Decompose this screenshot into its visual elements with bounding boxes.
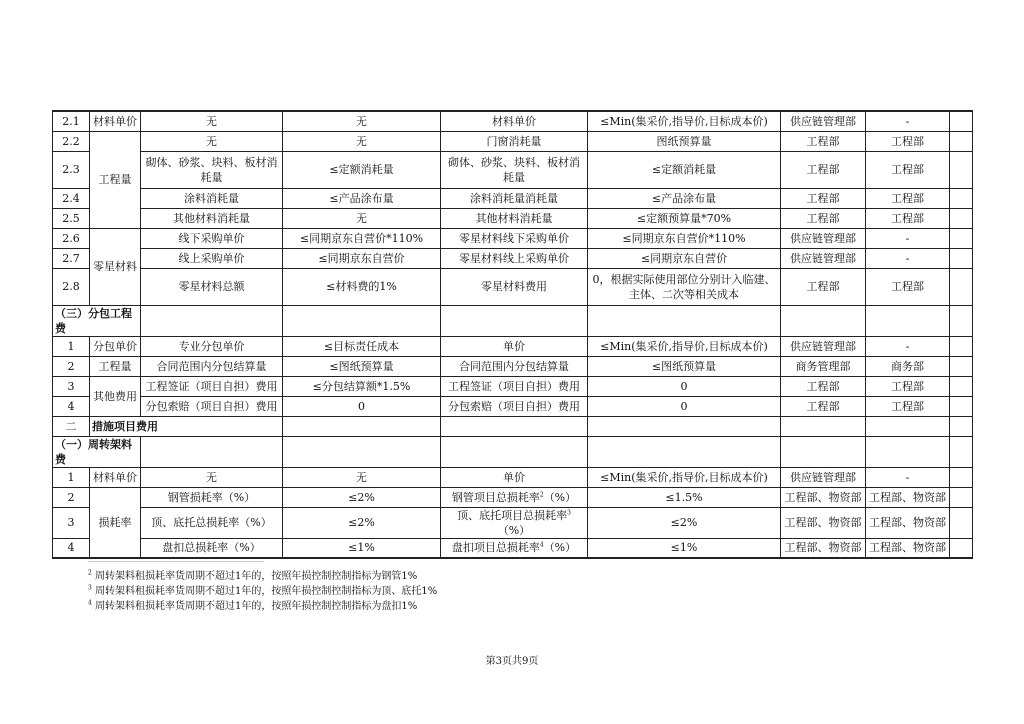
blank-cell <box>950 507 973 538</box>
cell: ≤同期京东自营价*110% <box>283 228 441 248</box>
cell: ≤2% <box>283 487 441 507</box>
cell: 专业分包单价 <box>141 336 283 356</box>
blank-cell <box>141 305 283 336</box>
cell: ≤2% <box>283 507 441 538</box>
table-row <box>53 507 973 538</box>
cell: 无 <box>283 131 441 151</box>
cell-text: 钢管项目总损耗率 <box>451 490 540 504</box>
blank-cell <box>283 416 441 436</box>
blank-cell <box>950 376 973 396</box>
cell: 涂料消耗量消耗量 <box>441 188 588 208</box>
cell: ≤产品涂布量 <box>588 188 781 208</box>
footnote <box>88 600 417 613</box>
cell: 门窗消耗量 <box>441 131 588 151</box>
blank-cell <box>950 467 973 487</box>
cell: ≤定额消耗量 <box>283 151 441 188</box>
cell: 工程部 <box>781 131 866 151</box>
cell: 0 <box>283 396 441 416</box>
cell: 涂料消耗量 <box>141 188 283 208</box>
footnote-mark: 4 <box>88 599 92 607</box>
cell: 零星材料线上采购单价 <box>441 248 588 268</box>
table-row <box>53 396 973 416</box>
section-row <box>53 416 973 436</box>
row-number: 2 <box>53 487 90 507</box>
cost-control-table <box>52 110 973 559</box>
category-cell: 材料单价 <box>90 111 141 131</box>
cell: 工程部 <box>866 208 950 228</box>
cell: 工程部 <box>781 151 866 188</box>
cell: ≤Min(集采价,指导价,目标成本价) <box>588 467 781 487</box>
table-row <box>53 268 973 305</box>
cell: ≤2% <box>588 507 781 538</box>
blank-cell <box>950 111 973 131</box>
category-cell: 分包单价 <box>90 336 141 356</box>
cell: ≤同期京东自营价 <box>283 248 441 268</box>
cell: 工程部、物资部 <box>866 507 950 538</box>
blank-cell <box>950 208 973 228</box>
cell: 零星材料费用 <box>441 268 588 305</box>
cell: 0 <box>588 376 781 396</box>
category-cell: 其他费用 <box>90 376 141 416</box>
row-number: 2.8 <box>53 268 90 305</box>
cell: 工程部 <box>781 188 866 208</box>
blank-cell <box>950 228 973 248</box>
cell: 无 <box>141 111 283 131</box>
blank-cell <box>283 305 441 336</box>
cell: 工程部 <box>781 268 866 305</box>
row-number: 2.5 <box>53 208 90 228</box>
cell: ≤1% <box>283 538 441 558</box>
footnote-text: 周转架料租损耗率货周期不超过1年的，按照年损控制控制指标为顶、底托1% <box>95 586 438 597</box>
row-number: 2.7 <box>53 248 90 268</box>
cell: - <box>866 467 950 487</box>
category-cell: 工程量 <box>90 131 141 228</box>
blank-cell <box>588 436 781 467</box>
table-row <box>53 111 973 131</box>
cell: 供应链管理部 <box>781 111 866 131</box>
footnote <box>88 585 437 598</box>
cell: 合同范围内分包结算量 <box>141 356 283 376</box>
cell: - <box>866 336 950 356</box>
cell: 无 <box>283 111 441 131</box>
blank-cell <box>950 356 973 376</box>
blank-cell <box>950 268 973 305</box>
row-number: 2.1 <box>53 111 90 131</box>
row-number: 2.6 <box>53 228 90 248</box>
footnote-text: 周转架料租损耗率货周期不超过1年的，按照年损控制控制指标为盘扣1% <box>95 601 418 612</box>
cell: 无 <box>141 131 283 151</box>
cell: ≤分包结算额*1.5% <box>283 376 441 396</box>
blank-cell <box>141 436 283 467</box>
row-number: 1 <box>53 467 90 487</box>
category-cell: 零星材料 <box>90 228 141 305</box>
category-cell: 工程量 <box>90 356 141 376</box>
cell: ≤目标责任成本 <box>283 336 441 356</box>
blank-cell <box>866 436 950 467</box>
footnote-ref: 4 <box>539 541 544 549</box>
category-cell: 损耗率 <box>90 487 141 558</box>
row-number: 1 <box>53 336 90 356</box>
row-number: 2 <box>53 356 90 376</box>
cell: 零星材料总额 <box>141 268 283 305</box>
cell-text: 顶、底托项目总损耗率 <box>457 508 568 522</box>
blank-cell <box>950 396 973 416</box>
footnote-ref: 3 <box>567 508 571 516</box>
blank-cell <box>950 151 973 188</box>
row-number: 2.4 <box>53 188 90 208</box>
blank-cell <box>950 436 973 467</box>
blank-cell <box>781 436 866 467</box>
blank-cell <box>950 305 973 336</box>
blank-cell <box>950 336 973 356</box>
table-row <box>53 487 973 507</box>
cell: ≤1.5% <box>588 487 781 507</box>
cell: - <box>866 111 950 131</box>
cell-text: 盘扣项目总损耗率 <box>451 541 540 555</box>
blank-cell <box>866 305 950 336</box>
footnote <box>88 570 417 583</box>
cell: 无 <box>283 208 441 228</box>
row-number: 4 <box>53 396 90 416</box>
table-row <box>53 248 973 268</box>
row-number: 4 <box>53 538 90 558</box>
cell <box>441 487 588 507</box>
table-row <box>53 131 973 151</box>
blank-cell <box>781 416 866 436</box>
cell: 钢管损耗率（%） <box>141 487 283 507</box>
cell: 材料单价 <box>441 111 588 131</box>
cell: 工程部 <box>866 151 950 188</box>
cell: ≤Min(集采价,指导价,目标成本价) <box>588 336 781 356</box>
cell: 供应链管理部 <box>781 336 866 356</box>
blank-cell <box>866 416 950 436</box>
blank-cell <box>283 436 441 467</box>
blank-cell <box>588 416 781 436</box>
blank-cell <box>950 188 973 208</box>
cell: 合同范围内分包结算量 <box>441 356 588 376</box>
blank-cell <box>950 416 973 436</box>
cell: - <box>866 228 950 248</box>
table-row <box>53 228 973 248</box>
cell: 工程部、物资部 <box>866 538 950 558</box>
section-heading: （一）周转架料费 <box>53 436 141 467</box>
cell: 无 <box>283 467 441 487</box>
table-row <box>53 208 973 228</box>
cell-text: （%） <box>497 523 531 537</box>
table-row <box>53 467 973 487</box>
blank-cell <box>781 305 866 336</box>
cell: 工程部 <box>866 376 950 396</box>
table-row <box>53 356 973 376</box>
cell: ≤1% <box>588 538 781 558</box>
cell: ≤同期京东自营价 <box>588 248 781 268</box>
cell: 线上采购单价 <box>141 248 283 268</box>
cell: 商务部 <box>866 356 950 376</box>
cell: 0 <box>588 396 781 416</box>
row-number: 3 <box>53 507 90 538</box>
cell: ≤产品涂布量 <box>283 188 441 208</box>
cell: ≤图纸预算量 <box>588 356 781 376</box>
cell-text: （%） <box>543 541 577 555</box>
cell: 工程部 <box>781 208 866 228</box>
row-number: 2.3 <box>53 151 90 188</box>
footnote-ref: 2 <box>539 490 544 498</box>
section-row <box>53 305 973 336</box>
cell: 工程部 <box>781 396 866 416</box>
cell: - <box>866 248 950 268</box>
cell: 商务管理部 <box>781 356 866 376</box>
cell: 其他材料消耗量 <box>441 208 588 228</box>
cell: ≤材料费的1% <box>283 268 441 305</box>
cell: 工程部 <box>781 376 866 396</box>
cell <box>441 538 588 558</box>
blank-cell <box>950 487 973 507</box>
blank-cell <box>441 305 588 336</box>
blank-cell <box>441 416 588 436</box>
cell: ≤定额预算量*70% <box>588 208 781 228</box>
cell: 图纸预算量 <box>588 131 781 151</box>
cell: ≤图纸预算量 <box>283 356 441 376</box>
cell: ≤同期京东自营价*110% <box>588 228 781 248</box>
cell: 工程部 <box>866 396 950 416</box>
cell: 砌体、砂浆、块料、板材消耗量 <box>441 151 588 188</box>
cell: 盘扣总损耗率（%） <box>141 538 283 558</box>
cell: 工程部 <box>866 131 950 151</box>
cell: 单价 <box>441 336 588 356</box>
section-heading: （三）分包工程费 <box>53 305 141 336</box>
category-cell: 材料单价 <box>90 467 141 487</box>
footnote-mark: 2 <box>88 569 92 577</box>
footnote-mark: 3 <box>88 584 92 592</box>
cell: 供应链管理部 <box>781 467 866 487</box>
cell: 工程签证（项目自担）费用 <box>441 376 588 396</box>
cell: ≤Min(集采价,指导价,目标成本价) <box>588 111 781 131</box>
blank-cell <box>441 436 588 467</box>
blank-cell <box>588 305 781 336</box>
blank-cell <box>950 131 973 151</box>
cell: 工程部、物资部 <box>781 487 866 507</box>
page-number: 第3页共9页 <box>485 656 539 667</box>
table-row <box>53 188 973 208</box>
footnote-text: 周转架料租损耗率货周期不超过1年的，按照年损控制控制指标为钢管1% <box>95 571 418 582</box>
cell <box>441 507 588 538</box>
cell-text: （%） <box>543 490 577 504</box>
cell: 分包索赔（项目自担）费用 <box>141 396 283 416</box>
cell: 工程签证（项目自担）费用 <box>141 376 283 396</box>
cell: 供应链管理部 <box>781 248 866 268</box>
table-row <box>53 151 973 188</box>
cell: 工程部、物资部 <box>866 487 950 507</box>
table-row <box>53 376 973 396</box>
blank-cell <box>950 538 973 558</box>
row-number: 2.2 <box>53 131 90 151</box>
cell: 砌体、砂浆、块料、板材消耗量 <box>141 151 283 188</box>
cell: ≤定额消耗量 <box>588 151 781 188</box>
cell: 0，根据实际使用部位分别计入临建、主体、二次等相关成本 <box>588 268 781 305</box>
cell: 零星材料线下采购单价 <box>441 228 588 248</box>
cell: 供应链管理部 <box>781 228 866 248</box>
cell: 线下采购单价 <box>141 228 283 248</box>
cell: 分包索赔（项目自担）费用 <box>441 396 588 416</box>
cell: 工程部、物资部 <box>781 507 866 538</box>
section-heading: 措施项目费用 <box>90 416 283 436</box>
cell: 无 <box>141 467 283 487</box>
table-row <box>53 538 973 558</box>
footnote-divider <box>88 561 264 562</box>
cell: 工程部 <box>866 268 950 305</box>
table-row <box>53 336 973 356</box>
section-row <box>53 436 973 467</box>
cell: 工程部 <box>866 188 950 208</box>
section-number: 二 <box>53 416 90 436</box>
blank-cell <box>950 248 973 268</box>
cell: 顶、底托总损耗率（%） <box>141 507 283 538</box>
cell: 单价 <box>441 467 588 487</box>
cell: 其他材料消耗量 <box>141 208 283 228</box>
cell: 工程部、物资部 <box>781 538 866 558</box>
row-number: 3 <box>53 376 90 396</box>
